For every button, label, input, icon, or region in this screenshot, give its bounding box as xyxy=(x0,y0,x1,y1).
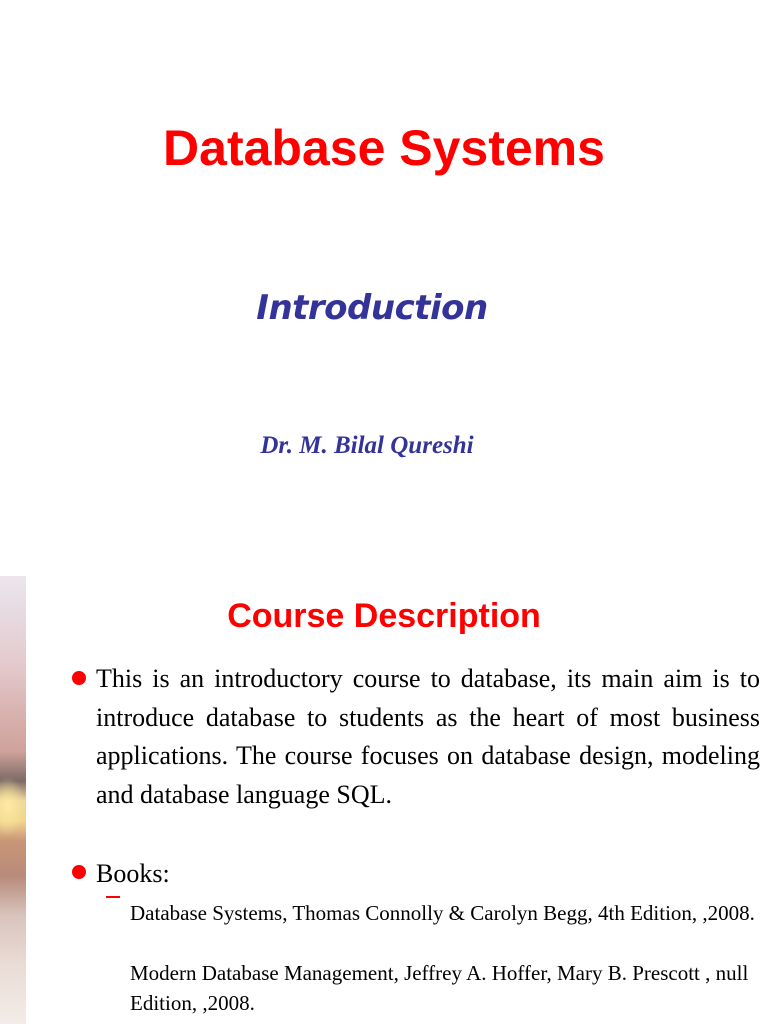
book-item: Modern Database Management, Jeffrey A. Hoffer, Mary B. Prescott , null Edition, ,2008. xyxy=(130,961,749,1015)
book-item: Database Systems, Thomas Connolly & Carolyn Begg, 4th Edition, ,2008. xyxy=(130,901,755,925)
side-photo-glow xyxy=(0,776,26,836)
author-name: Dr. M. Bilal Qureshi xyxy=(260,432,474,459)
slide-course-description xyxy=(0,576,768,1024)
dash-bullet-icon xyxy=(106,896,120,898)
course-description-paragraph: This is an introductory course to database, its main aim is to introduce database to students as the heart of most business applications. The course focuses on database design, modeling and database language SQL. xyxy=(96,664,760,809)
course-description-heading: Course Description xyxy=(227,597,541,635)
bullet-dot-icon xyxy=(72,671,86,685)
bullet-dot-icon xyxy=(72,865,86,879)
slide-title-heading: Database Systems xyxy=(163,120,605,176)
books-label: Books: xyxy=(96,859,170,888)
slide-subtitle: Introduction xyxy=(256,288,488,328)
